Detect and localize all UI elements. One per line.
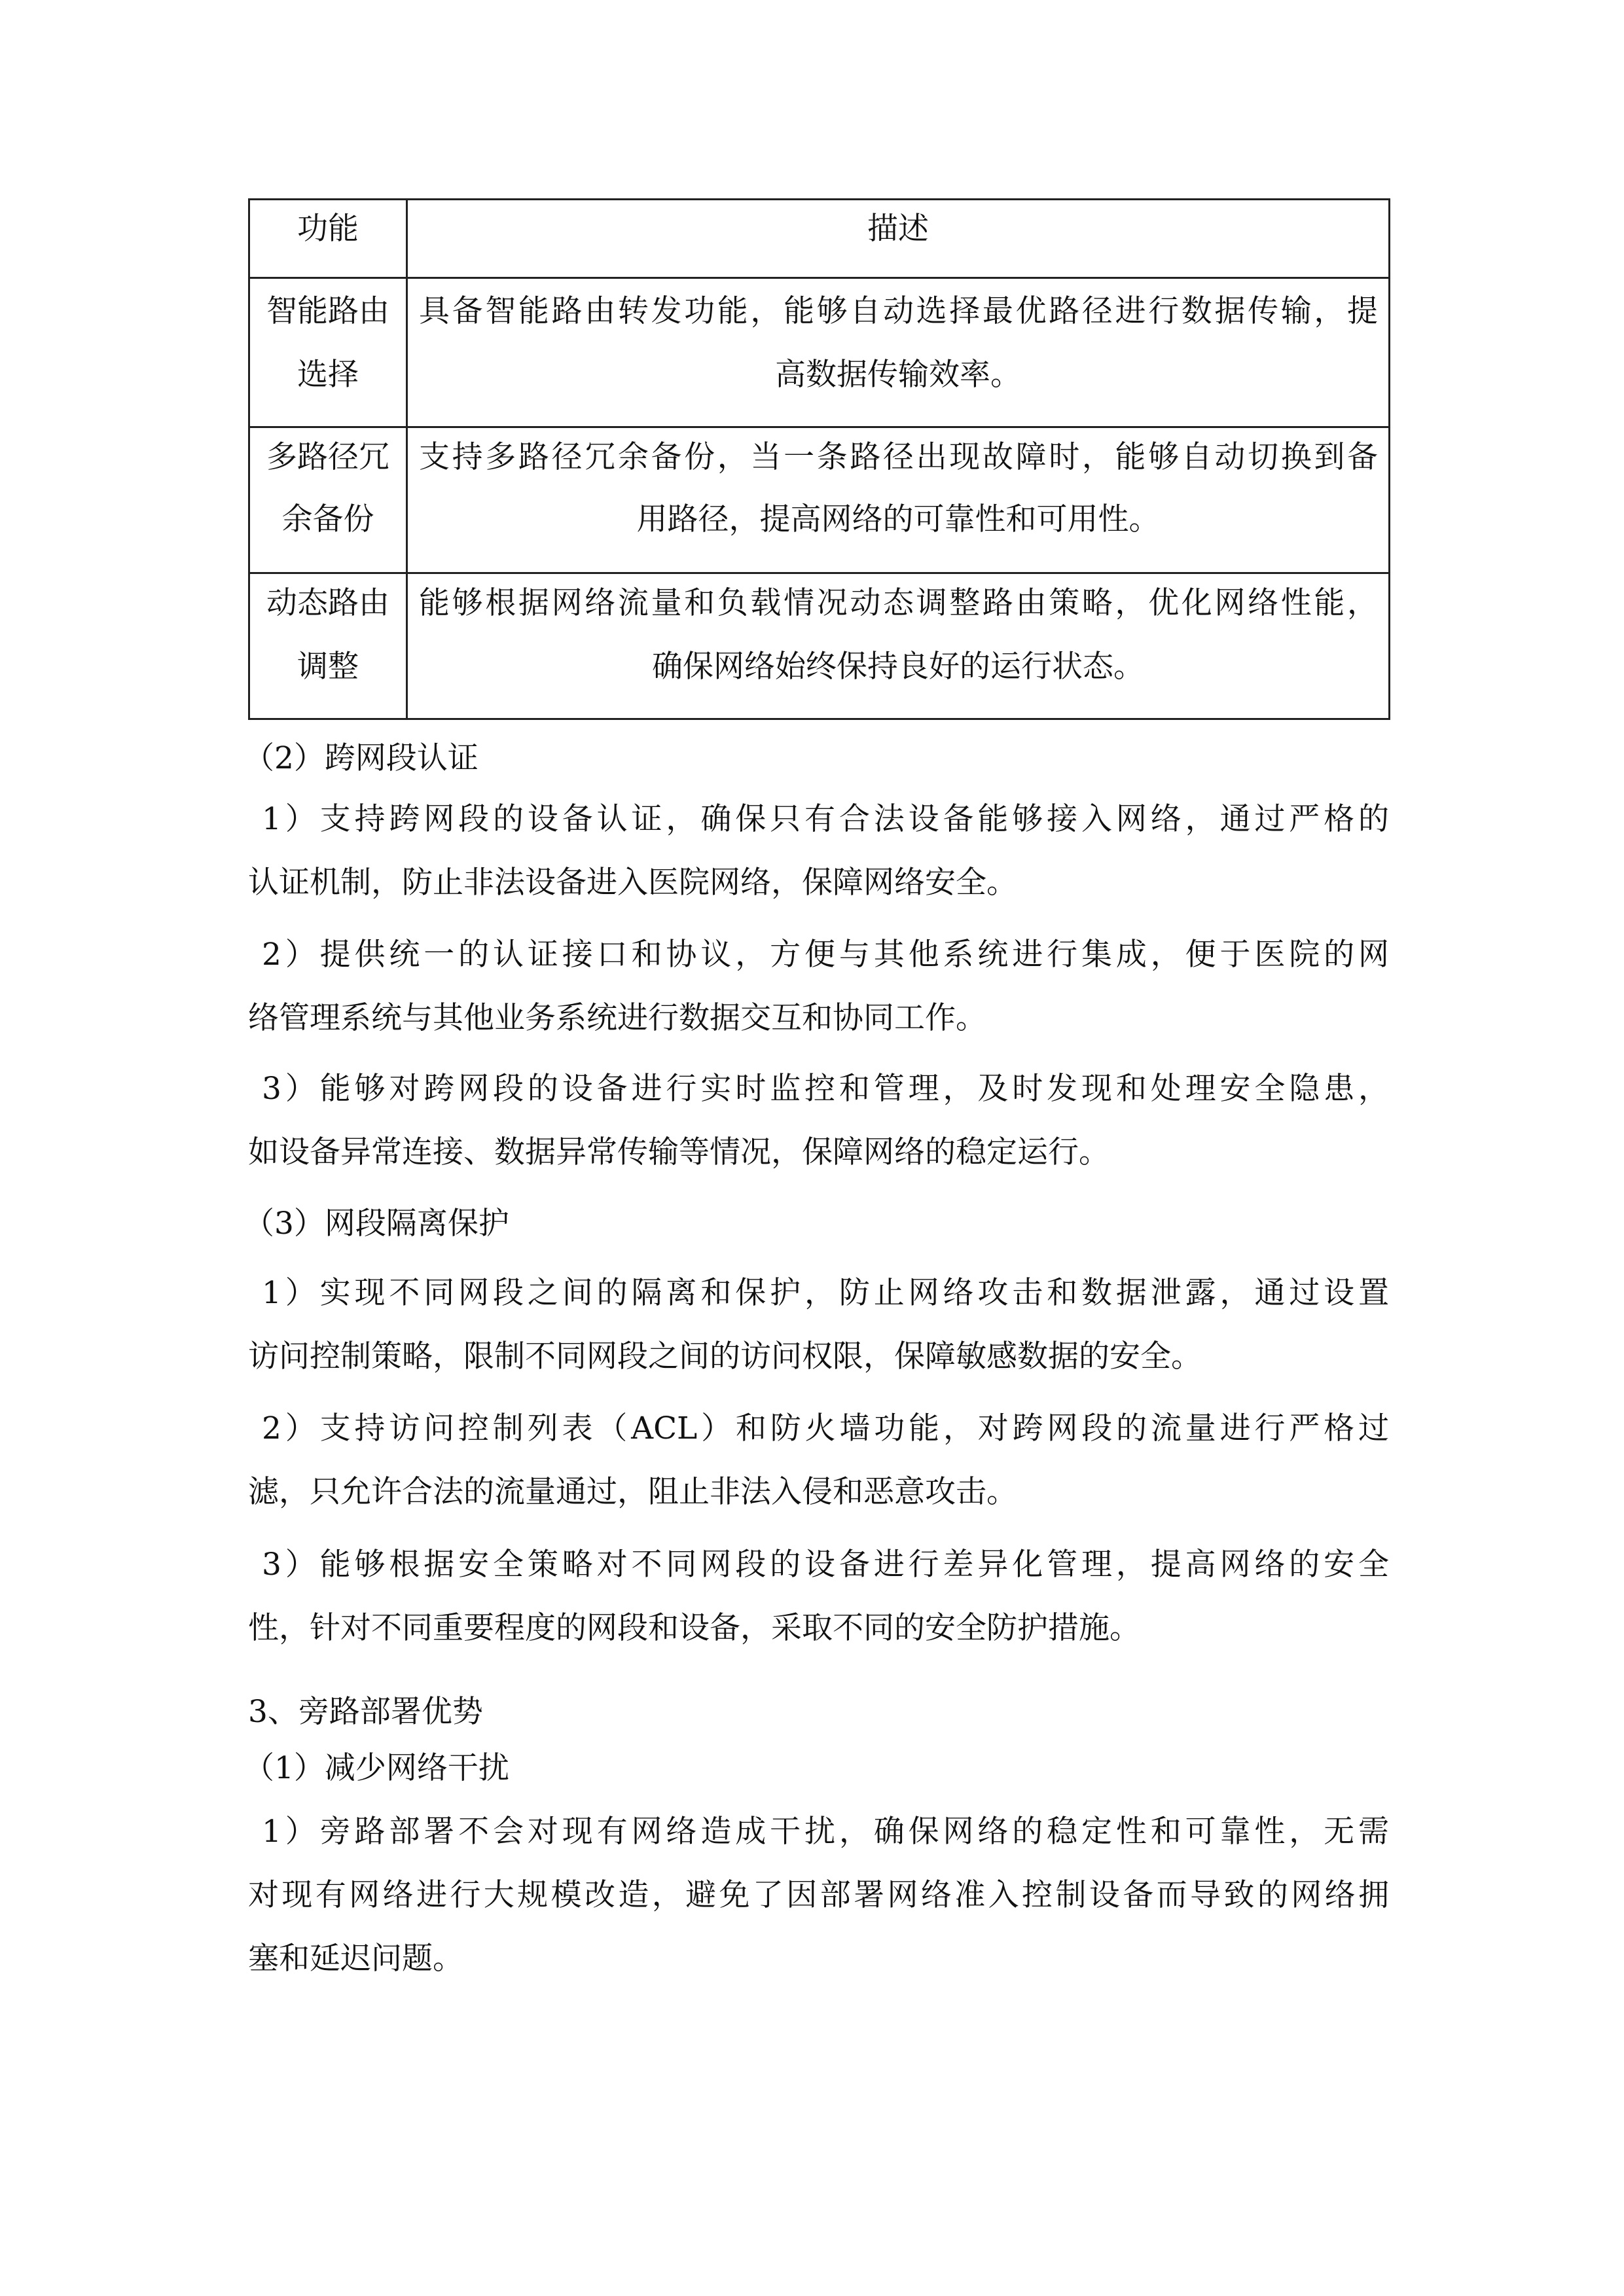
section-heading: （1）减少网络干扰 (244, 1750, 509, 1786)
chapter-heading: 3、旁路部署优势 (248, 1694, 483, 1730)
paragraph-line: 3）能够根据安全策略对不同网段的设备进行差异化管理，提高网络的安全 (262, 1547, 1389, 1583)
table-cell-description: 确保网络始终保持良好的运行状态。 (652, 649, 1144, 685)
table-border (248, 426, 1390, 428)
paragraph-line: 访问控制策略，限制不同网段之间的访问权限，保障敏感数据的安全。 (248, 1338, 1202, 1374)
section-heading: （3）网段隔离保护 (244, 1206, 509, 1242)
table-border (406, 198, 408, 720)
table-border (248, 572, 1390, 574)
paragraph-line: 滤，只允许合法的流量通过，阻止非法入侵和恶意攻击。 (248, 1474, 1017, 1510)
paragraph-line: 塞和延迟问题。 (248, 1941, 463, 1977)
table-border (248, 277, 1390, 279)
table-header-function: 功能 (297, 211, 359, 247)
paragraph-line: 络管理系统与其他业务系统进行数据交互和协同工作。 (248, 1000, 986, 1036)
paragraph-line: 认证机制，防止非法设备进入医院网络，保障网络安全。 (248, 865, 1017, 901)
table-cell-function: 调整 (297, 649, 359, 685)
table-header-description: 描述 (867, 211, 929, 247)
table-cell-description: 能够根据网络流量和负载情况动态调整路由策略，优化网络性能， (419, 585, 1378, 621)
table-cell-description: 具备智能路由转发功能，能够自动选择最优路径进行数据传输，提 (419, 293, 1378, 329)
paragraph-line: 2）支持访问控制列表（ACL）和防火墙功能，对跨网段的流量进行严格过 (262, 1410, 1389, 1446)
paragraph-line: 对现有网络进行大规模改造，避免了因部署网络准入控制设备而导致的网络拥 (248, 1877, 1389, 1913)
paragraph-line: 如设备异常连接、数据异常传输等情况，保障网络的稳定运行。 (248, 1134, 1110, 1170)
paragraph-line: 3）能够对跨网段的设备进行实时监控和管理，及时发现和处理安全隐患， (262, 1071, 1389, 1107)
paragraph-line: 1）实现不同网段之间的隔离和保护，防止网络攻击和数据泄露，通过设置 (262, 1275, 1389, 1311)
table-border (248, 198, 1390, 200)
table-cell-function: 智能路由 (266, 293, 389, 329)
paragraph-line: 性，针对不同重要程度的网段和设备，采取不同的安全防护措施。 (248, 1610, 1140, 1646)
table-cell-description: 用路径，提高网络的可靠性和可用性。 (636, 501, 1160, 537)
table-cell-description: 高数据传输效率。 (775, 357, 1021, 393)
table-cell-function: 多路径冗 (266, 439, 389, 475)
paragraph-line: 1）旁路部署不会对现有网络造成干扰，确保网络的稳定性和可靠性，无需 (262, 1814, 1389, 1850)
section-heading: （2）跨网段认证 (244, 740, 478, 776)
paragraph-line: 2）提供统一的认证接口和协议，方便与其他系统进行集成，便于医院的网 (262, 937, 1389, 973)
table-cell-function: 动态路由 (266, 585, 389, 621)
table-cell-function: 选择 (297, 357, 359, 393)
table-border (248, 718, 1390, 720)
table-border (1388, 198, 1390, 720)
table-cell-function: 余备份 (281, 501, 374, 537)
table-cell-description: 支持多路径冗余备份，当一条路径出现故障时，能够自动切换到备 (419, 439, 1378, 475)
paragraph-line: 1）支持跨网段的设备认证，确保只有合法设备能够接入网络，通过严格的 (262, 801, 1389, 837)
